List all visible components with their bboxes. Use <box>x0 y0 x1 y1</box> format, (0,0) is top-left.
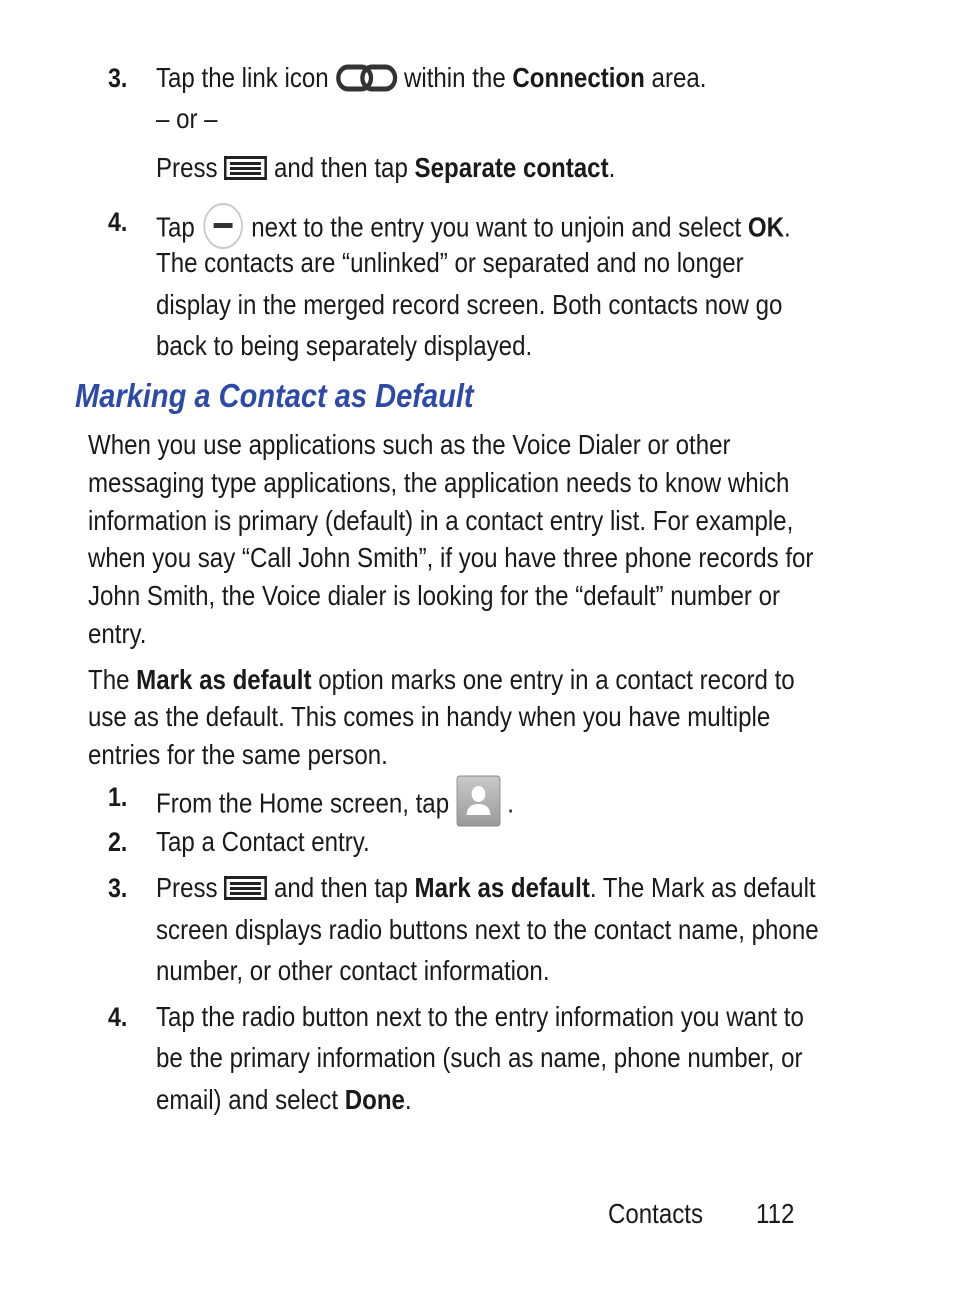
step-text: number, or other contact information. <box>156 955 550 986</box>
paragraph-line: entries for the same person. <box>88 739 388 770</box>
step-text: Tap the link icon <box>156 62 329 93</box>
step-text: be the primary information (such as name, phone number, or <box>156 1042 803 1073</box>
minus-circle-icon <box>202 201 245 251</box>
step-text: Press <box>156 152 218 183</box>
step-text: . <box>783 211 791 243</box>
step3-line <box>156 60 796 96</box>
ui-term: OK <box>747 211 784 243</box>
step-number: 1. <box>108 782 128 812</box>
step-number: 4. <box>108 1002 128 1032</box>
link-icon <box>335 63 397 93</box>
step-text: and then tap <box>273 872 408 903</box>
contacts-app-icon <box>456 775 501 827</box>
step-text: and then tap <box>273 152 408 183</box>
paragraph-line: entry. <box>88 618 147 649</box>
step-text: . <box>608 152 616 183</box>
step-text: Tap the radio button next to the entry information you want to <box>156 1001 804 1032</box>
ui-term: Mark as default <box>414 872 590 903</box>
step-number: 2. <box>108 827 128 857</box>
step-text: email) and select <box>156 1084 339 1115</box>
paragraph-line: messaging type applications, the application needs to know which <box>88 467 790 498</box>
paragraph-text: option marks one entry in a contact record to <box>318 664 795 695</box>
step4-line <box>156 204 894 243</box>
menu-icon <box>224 876 267 900</box>
step-number: 3. <box>108 873 128 903</box>
paragraph-line: use as the default. This comes in handy when you have multiple <box>88 701 771 732</box>
ui-term: Connection <box>512 62 645 93</box>
step-text: display in the merged record screen. Both contacts now go <box>156 289 783 320</box>
step-text: within the <box>403 62 506 93</box>
step-number: 3. <box>108 63 128 93</box>
page-number: 112 <box>756 1198 795 1229</box>
or-separator: – or – <box>156 103 218 134</box>
ui-term: Separate contact <box>414 152 609 183</box>
step-text: . <box>404 1084 412 1115</box>
step-text: screen displays radio buttons next to the contact name, phone <box>156 914 819 945</box>
step-text: . The Mark as default <box>589 872 816 903</box>
step3b-line <box>156 870 923 906</box>
ui-term: Mark as default <box>136 664 312 695</box>
step-text: back to being separately displayed. <box>156 330 533 361</box>
ui-term: Done <box>344 1084 405 1115</box>
paragraph-line: John Smith, the Voice dialer is looking for the “default” number or <box>88 580 781 611</box>
paragraph-line <box>88 662 910 698</box>
step-text: Tap a Contact entry. <box>156 826 370 857</box>
step1-line <box>156 779 572 819</box>
step-text: next to the entry you want to unjoin and select <box>251 211 742 243</box>
step-text: The contacts are “unlinked” or separated and no longer <box>156 247 744 278</box>
press-line <box>156 150 690 186</box>
step-text: Tap <box>156 211 195 243</box>
paragraph-line: information is primary (default) in a contact entry list. For example, <box>88 505 794 536</box>
step-text: area. <box>651 62 707 93</box>
step4b-last-line <box>156 1082 453 1118</box>
paragraph-text: The <box>88 664 130 695</box>
step-text: . <box>507 787 514 819</box>
section-heading: Marking a Contact as Default <box>75 377 474 414</box>
footer-section: Contacts <box>608 1198 704 1229</box>
step-text: Press <box>156 872 218 903</box>
step-number: 4. <box>108 207 128 237</box>
paragraph-line: When you use applications such as the Voice Dialer or other <box>88 429 731 460</box>
menu-icon <box>224 156 267 180</box>
paragraph-line: when you say “Call John Smith”, if you have three phone records for <box>88 542 814 573</box>
step-text: From the Home screen, tap <box>156 787 450 819</box>
